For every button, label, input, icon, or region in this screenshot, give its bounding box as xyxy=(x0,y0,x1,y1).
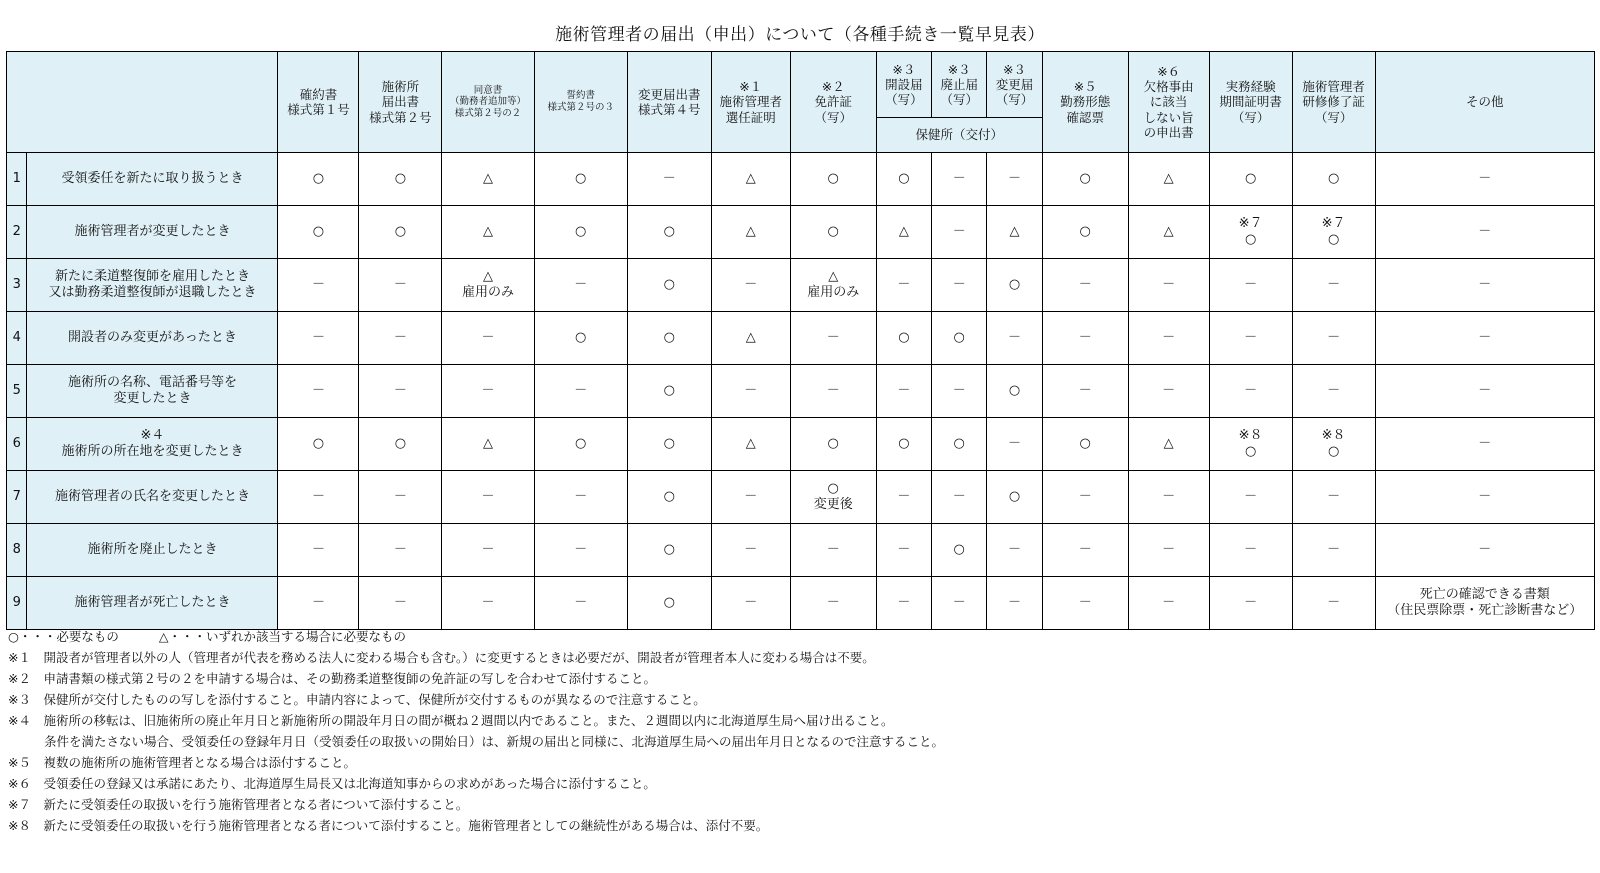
table-cell: － xyxy=(932,206,987,259)
table-cell: ○ xyxy=(987,365,1042,418)
table-cell: － xyxy=(876,365,931,418)
table-cell: ○ xyxy=(876,153,931,206)
table-cell: △ xyxy=(987,206,1042,259)
header-hokenjo-group: 保健所（交付） xyxy=(876,118,1042,153)
table-cell: － xyxy=(534,577,627,630)
table-cell: － xyxy=(987,153,1042,206)
table-cell: ○ xyxy=(1209,153,1292,206)
table-cell: △ xyxy=(1128,206,1209,259)
table-cell: － xyxy=(1292,471,1375,524)
legend-conditional: △・・・いずれか該当する場合に必要なもの xyxy=(158,629,407,644)
table-cell: ○ xyxy=(534,418,627,471)
table-cell: － xyxy=(1292,577,1375,630)
row-label: 新たに柔道整復師を雇用したとき 又は勤務柔道整復師が退職したとき xyxy=(27,259,278,312)
table-cell: － xyxy=(1292,365,1375,418)
procedure-table xyxy=(6,51,1595,630)
table-cell: △ xyxy=(876,206,931,259)
table-cell: － xyxy=(711,471,790,524)
legend xyxy=(8,626,1588,647)
table-cell: － xyxy=(711,577,790,630)
table-cell: ○ xyxy=(1292,153,1375,206)
table-cell: ※８ ○ xyxy=(1292,418,1375,471)
header-kyakusho: 確約書 様式第１号 xyxy=(278,52,359,153)
note-1: ※１ 開設者が管理者以外の人（管理者が代表を務める法人に変わる場合も含む。）に変更するときは必要だが、開設者が管理者本人に変わる場合は不要。 xyxy=(8,650,875,665)
table-cell: － xyxy=(442,365,534,418)
table-row xyxy=(7,418,1595,471)
table-cell: － xyxy=(876,577,931,630)
table-row xyxy=(7,206,1595,259)
table-cell: － xyxy=(790,524,876,577)
table-cell: ○ xyxy=(359,153,442,206)
table-cell: － xyxy=(278,524,359,577)
header-sonota: その他 xyxy=(1375,52,1594,153)
row-number: 7 xyxy=(7,471,27,524)
table-cell: ○ xyxy=(987,471,1042,524)
table-cell: － xyxy=(1128,471,1209,524)
table-cell: ○ xyxy=(534,312,627,365)
table-cell: － xyxy=(987,418,1042,471)
table-cell: ○ xyxy=(932,418,987,471)
table-cell: － xyxy=(359,259,442,312)
table-cell: ※８ ○ xyxy=(1209,418,1292,471)
table-cell: ○ xyxy=(627,365,711,418)
table-cell: － xyxy=(876,524,931,577)
header-jitsumu-keiken: 実務経験 期間証明書 （写） xyxy=(1209,52,1292,153)
table-cell: － xyxy=(1209,259,1292,312)
table-cell: － xyxy=(1375,206,1594,259)
table-cell: － xyxy=(1292,259,1375,312)
table-row xyxy=(7,153,1595,206)
header-doisho: 同意書 （勤務者追加等） 様式第２号の２ xyxy=(442,52,534,153)
table-cell: ○ xyxy=(627,259,711,312)
table-cell: － xyxy=(1209,524,1292,577)
table-cell: ○ xyxy=(534,206,627,259)
table-cell: ○ xyxy=(627,312,711,365)
table-cell: ○ xyxy=(534,153,627,206)
table-cell: － xyxy=(442,577,534,630)
table-row xyxy=(7,471,1595,524)
table-cell: △ xyxy=(442,206,534,259)
table-cell: ○ xyxy=(876,418,931,471)
header-kaisetsu-todoke: ※３ 開設届 （写） xyxy=(876,52,931,118)
table-cell: ○ xyxy=(627,524,711,577)
table-cell: － xyxy=(627,153,711,206)
table-cell: ○ xyxy=(278,153,359,206)
table-cell: ○ xyxy=(1042,206,1128,259)
table-cell: △ xyxy=(442,418,534,471)
table-cell: － xyxy=(876,259,931,312)
table-cell: － xyxy=(1128,524,1209,577)
note-4: ※４ 施術所の移転は、旧施術所の廃止年月日と新施術所の開設年月日の間が概ね２週間以内であること。また、２週間以内に北海道厚生局へ届け出ること。 xyxy=(8,713,894,728)
table-cell: － xyxy=(534,365,627,418)
table-cell: － xyxy=(1375,365,1594,418)
table-cell: △ xyxy=(711,153,790,206)
note-6: ※６ 受領委任の登録又は承諾にあたり、北海道厚生局長又は北海道知事からの求めがあった場合に添付すること。 xyxy=(8,776,656,791)
table-cell: － xyxy=(932,153,987,206)
header-shisetsu-todokede: 施術所 届出書 様式第２号 xyxy=(359,52,442,153)
table-cell: △ xyxy=(711,206,790,259)
table-cell: △ xyxy=(711,418,790,471)
table-cell: － xyxy=(278,259,359,312)
table-cell: － xyxy=(1292,524,1375,577)
table-cell: － xyxy=(359,365,442,418)
table-cell: － xyxy=(1375,471,1594,524)
note-2: ※２ 申請書類の様式第２号の２を申請する場合は、その勤務柔道整復師の免許証の写しを合わせて添付すること。 xyxy=(8,671,656,686)
table-cell: ○ xyxy=(790,153,876,206)
table-cell: － xyxy=(987,312,1042,365)
table-cell: － xyxy=(1375,418,1594,471)
table-cell: － xyxy=(932,259,987,312)
table-cell: － xyxy=(1209,312,1292,365)
table-cell: － xyxy=(1042,471,1128,524)
table-row xyxy=(7,577,1595,630)
table-cell: － xyxy=(987,577,1042,630)
table-cell: ○ xyxy=(876,312,931,365)
row-label: 施術管理者が死亡したとき xyxy=(27,577,278,630)
table-cell: － xyxy=(359,577,442,630)
row-label: 施術所を廃止したとき xyxy=(27,524,278,577)
table-cell: － xyxy=(1042,259,1128,312)
row-number: 3 xyxy=(7,259,27,312)
row-number: 1 xyxy=(7,153,27,206)
table-cell: － xyxy=(359,312,442,365)
table-cell: ○ xyxy=(932,524,987,577)
row-number: 8 xyxy=(7,524,27,577)
row-label: 施術所の名称、電話番号等を 変更したとき xyxy=(27,365,278,418)
table-cell: ○ xyxy=(359,418,442,471)
table-cell: △ xyxy=(1128,418,1209,471)
table-cell: 死亡の確認できる書類 （住民票除票・死亡診断書など） xyxy=(1375,577,1594,630)
table-cell: ○ xyxy=(790,418,876,471)
row-label: 受領委任を新たに取り扱うとき xyxy=(27,153,278,206)
row-label: 開設者のみ変更があったとき xyxy=(27,312,278,365)
table-cell: △ 雇用のみ xyxy=(442,259,534,312)
page-title: 施術管理者の届出（申出）について（各種手続き一覧早見表） xyxy=(555,25,1045,45)
table-cell: － xyxy=(1292,312,1375,365)
table-cell: － xyxy=(987,524,1042,577)
table-cell: － xyxy=(1128,365,1209,418)
table-cell: － xyxy=(711,365,790,418)
row-label: ※４ 施術所の所在地を変更したとき xyxy=(27,418,278,471)
table-cell: － xyxy=(1375,153,1594,206)
table-cell: ○ xyxy=(1042,418,1128,471)
table-cell: ○ xyxy=(627,418,711,471)
table-cell: ○ xyxy=(627,471,711,524)
table-cell: △ 雇用のみ xyxy=(790,259,876,312)
table-cell: － xyxy=(1375,259,1594,312)
table-cell: ○ xyxy=(359,206,442,259)
header-seiyakusho: 誓約書 様式第２号の３ xyxy=(534,52,627,153)
table-cell: － xyxy=(1375,524,1594,577)
table-cell: ○ xyxy=(278,206,359,259)
table-cell: － xyxy=(790,312,876,365)
note-4-continued: 条件を満たさない場合、受領委任の登録年月日（受領委任の取扱いの開始日）は、新規の届出と同様に、北海道厚生局への届出年月日となるので注意すること。 xyxy=(44,734,945,749)
header-henko-todokede: 変更届出書 様式第４号 xyxy=(627,52,711,153)
table-cell: － xyxy=(1209,365,1292,418)
note-8: ※８ 新たに受領委任の取扱いを行う施術管理者となる者について添付すること。施術管理者としての継続性がある場合は、添付不要。 xyxy=(8,818,769,833)
header-menkyosho: ※２ 免許証 （写） xyxy=(790,52,876,153)
table-cell: － xyxy=(1042,524,1128,577)
table-cell: － xyxy=(278,365,359,418)
table-cell: ※７ ○ xyxy=(1292,206,1375,259)
table-cell: － xyxy=(1042,577,1128,630)
table-cell: － xyxy=(1209,577,1292,630)
table-cell: － xyxy=(711,259,790,312)
row-number: 9 xyxy=(7,577,27,630)
table-cell: － xyxy=(534,524,627,577)
table-cell: ○ xyxy=(627,206,711,259)
table-cell: － xyxy=(534,259,627,312)
header-kinmu-keitai: ※５ 勤務形態 確認票 xyxy=(1042,52,1128,153)
table-cell: － xyxy=(876,471,931,524)
table-cell: － xyxy=(442,312,534,365)
header-blank xyxy=(7,52,278,153)
table-cell: － xyxy=(359,524,442,577)
row-number: 5 xyxy=(7,365,27,418)
table-row xyxy=(7,259,1595,312)
table-cell: － xyxy=(1042,365,1128,418)
table-cell: ※７ ○ xyxy=(1209,206,1292,259)
table-cell: ○ xyxy=(278,418,359,471)
table-cell: － xyxy=(932,577,987,630)
table-cell: － xyxy=(1128,259,1209,312)
row-label: 施術管理者が変更したとき xyxy=(27,206,278,259)
table-cell: － xyxy=(1042,312,1128,365)
table-cell: － xyxy=(790,365,876,418)
table-cell: ○ xyxy=(987,259,1042,312)
row-label: 施術管理者の氏名を変更したとき xyxy=(27,471,278,524)
table-cell: － xyxy=(534,471,627,524)
table-cell: ○ xyxy=(932,312,987,365)
table-cell: － xyxy=(711,524,790,577)
header-kenshu-shuryo: 施術管理者 研修修了証 （写） xyxy=(1292,52,1375,153)
table-cell: ○ xyxy=(1042,153,1128,206)
row-number: 6 xyxy=(7,418,27,471)
table-cell: － xyxy=(1128,312,1209,365)
table-cell: － xyxy=(278,312,359,365)
table-cell: － xyxy=(1375,312,1594,365)
table-cell: － xyxy=(442,524,534,577)
table-cell: ○ xyxy=(627,577,711,630)
row-number: 2 xyxy=(7,206,27,259)
notes-section xyxy=(8,626,1588,836)
header-haishi-todoke: ※３ 廃止届 （写） xyxy=(932,52,987,118)
header-sennin-shomei: ※１ 施術管理者 選任証明 xyxy=(711,52,790,153)
table-cell: － xyxy=(932,471,987,524)
table-cell: ○ xyxy=(790,206,876,259)
table-row xyxy=(7,524,1595,577)
table-cell: － xyxy=(932,365,987,418)
legend-required: ○・・・必要なもの xyxy=(8,629,119,644)
table-cell: － xyxy=(442,471,534,524)
table-cell: － xyxy=(278,471,359,524)
table-cell: － xyxy=(278,577,359,630)
table-row xyxy=(7,312,1595,365)
row-number: 4 xyxy=(7,312,27,365)
note-7: ※７ 新たに受領委任の取扱いを行う施術管理者となる者について添付すること。 xyxy=(8,797,469,812)
table-cell: － xyxy=(790,577,876,630)
table-cell: ○ 変更後 xyxy=(790,471,876,524)
note-3: ※３ 保健所が交付したものの写しを添付すること。申請内容によって、保健所が交付するものが異なるので注意すること。 xyxy=(8,692,706,707)
table-cell: △ xyxy=(1128,153,1209,206)
header-kekkaku-jiyu: ※６ 欠格事由 に該当 しない旨 の申出書 xyxy=(1128,52,1209,153)
table-cell: － xyxy=(1209,471,1292,524)
header-henko-todoke: ※３ 変更届 （写） xyxy=(987,52,1042,118)
note-5: ※５ 複数の施術所の施術管理者となる場合は添付すること。 xyxy=(8,755,356,770)
table-cell: － xyxy=(359,471,442,524)
table-cell: － xyxy=(1128,577,1209,630)
table-cell: △ xyxy=(442,153,534,206)
table-cell: △ xyxy=(711,312,790,365)
table-row xyxy=(7,365,1595,418)
